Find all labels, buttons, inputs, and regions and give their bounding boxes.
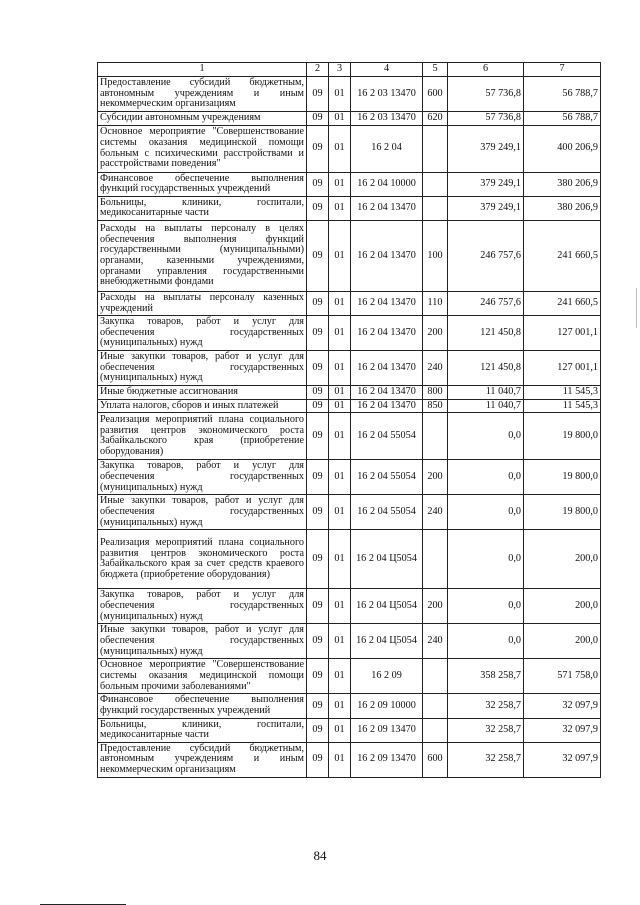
target-article-cell: 16 2 03 13470 xyxy=(351,77,423,112)
table-row xyxy=(98,413,601,460)
target-article-cell: 16 2 04 Ц5054 xyxy=(351,530,423,589)
amount-2020-cell: 19 800,0 xyxy=(524,495,601,530)
table-row xyxy=(98,530,601,589)
item-name-cell: Иные закупки товаров, работ и услуг для обеспечения государственных (муниципальных) нужд xyxy=(98,351,307,386)
expense-type-cell xyxy=(423,659,448,694)
expense-type-cell xyxy=(423,530,448,589)
target-article-cell: 16 2 04 13470 xyxy=(351,291,423,315)
section-code-cell: 01 xyxy=(329,172,351,196)
amount-2019-cell: 379 249,1 xyxy=(448,125,524,172)
expense-type-cell: 240 xyxy=(423,624,448,659)
expense-type-cell: 800 xyxy=(423,386,448,400)
table-row xyxy=(98,196,601,220)
ministry-code-cell: 09 xyxy=(307,125,329,172)
expense-type-cell: 110 xyxy=(423,291,448,315)
target-article-cell: 16 2 09 13470 xyxy=(351,742,423,777)
section-code-cell: 01 xyxy=(329,220,351,291)
table-row xyxy=(98,125,601,172)
item-name-cell: Иные бюджетные ассигнования xyxy=(98,386,307,400)
amount-2020-cell: 11 545,3 xyxy=(524,386,601,400)
expense-type-cell: 240 xyxy=(423,351,448,386)
target-article-cell: 16 2 09 10000 xyxy=(351,694,423,718)
item-name-cell: Основное мероприятие "Совершенствование системы оказания медицинской помощи больным прочими заболеваниями" xyxy=(98,659,307,694)
section-code-cell: 01 xyxy=(329,125,351,172)
target-article-cell: 16 2 04 55054 xyxy=(351,460,423,495)
ministry-code-cell: 09 xyxy=(307,316,329,351)
section-code-cell: 01 xyxy=(329,495,351,530)
expense-type-cell xyxy=(423,125,448,172)
table-row xyxy=(98,460,601,495)
ministry-code-cell: 09 xyxy=(307,351,329,386)
expense-type-cell: 620 xyxy=(423,112,448,126)
amount-2020-cell: 32 097,9 xyxy=(524,742,601,777)
item-name-cell: Финансовое обеспечение выполнения функций государственных учреждений xyxy=(98,694,307,718)
section-code-cell: 01 xyxy=(329,718,351,742)
amount-2019-cell: 0,0 xyxy=(448,460,524,495)
expense-type-cell xyxy=(423,718,448,742)
amount-2019-cell: 57 736,8 xyxy=(448,112,524,126)
amount-2020-cell: 19 800,0 xyxy=(524,460,601,495)
expense-type-cell: 600 xyxy=(423,77,448,112)
amount-2020-cell: 200,0 xyxy=(524,530,601,589)
amount-2020-cell: 19 800,0 xyxy=(524,413,601,460)
expense-type-cell: 200 xyxy=(423,460,448,495)
target-article-cell: 16 2 04 13470 xyxy=(351,351,423,386)
section-code-cell: 01 xyxy=(329,624,351,659)
expense-type-cell xyxy=(423,694,448,718)
item-name-cell: Закупка товаров, работ и услуг для обеспечения государственных (муниципальных) нужд xyxy=(98,316,307,351)
section-code-cell: 01 xyxy=(329,291,351,315)
scan-edge-mark xyxy=(636,288,637,328)
ministry-code-cell: 09 xyxy=(307,291,329,315)
amount-2019-cell: 246 757,6 xyxy=(448,220,524,291)
amount-2020-cell: 380 206,9 xyxy=(524,196,601,220)
ministry-code-cell: 09 xyxy=(307,530,329,589)
target-article-cell: 16 2 09 xyxy=(351,659,423,694)
table-row xyxy=(98,742,601,777)
ministry-code-cell: 09 xyxy=(307,399,329,413)
table-row xyxy=(98,694,601,718)
expense-type-cell: 600 xyxy=(423,742,448,777)
table-row xyxy=(98,399,601,413)
expense-type-cell: 240 xyxy=(423,495,448,530)
item-name-cell: Закупка товаров, работ и услуг для обеспечения государственных (муниципальных) нужд xyxy=(98,460,307,495)
amount-2019-cell: 246 757,6 xyxy=(448,291,524,315)
ministry-code-cell: 09 xyxy=(307,718,329,742)
amount-2019-cell: 0,0 xyxy=(448,624,524,659)
expense-type-cell: 100 xyxy=(423,220,448,291)
table-row xyxy=(98,316,601,351)
ministry-code-cell: 09 xyxy=(307,77,329,112)
header-cell: 5 xyxy=(423,63,448,77)
ministry-code-cell: 09 xyxy=(307,659,329,694)
amount-2020-cell: 400 206,9 xyxy=(524,125,601,172)
target-article-cell: 16 2 03 13470 xyxy=(351,112,423,126)
section-code-cell: 01 xyxy=(329,351,351,386)
table-row xyxy=(98,77,601,112)
section-code-cell: 01 xyxy=(329,77,351,112)
amount-2020-cell: 32 097,9 xyxy=(524,718,601,742)
amount-2019-cell: 379 249,1 xyxy=(448,196,524,220)
amount-2019-cell: 32 258,7 xyxy=(448,694,524,718)
amount-2019-cell: 121 450,8 xyxy=(448,316,524,351)
item-name-cell: Расходы на выплаты персоналу казенных учреждений xyxy=(98,291,307,315)
target-article-cell: 16 2 04 Ц5054 xyxy=(351,624,423,659)
ministry-code-cell: 09 xyxy=(307,742,329,777)
amount-2020-cell: 11 545,3 xyxy=(524,399,601,413)
expense-type-cell xyxy=(423,413,448,460)
expense-type-cell xyxy=(423,172,448,196)
expense-type-cell: 200 xyxy=(423,316,448,351)
item-name-cell: Больницы, клиники, госпитали, медикосанитарные части xyxy=(98,196,307,220)
target-article-cell: 16 2 04 xyxy=(351,125,423,172)
amount-2020-cell: 127 001,1 xyxy=(524,316,601,351)
item-name-cell: Уплата налогов, сборов и иных платежей xyxy=(98,399,307,413)
expense-type-cell xyxy=(423,196,448,220)
item-name-cell: Предоставление субсидий бюджетным, автономным учреждениям и иным некоммерческим организациям xyxy=(98,742,307,777)
ministry-code-cell: 09 xyxy=(307,413,329,460)
ministry-code-cell: 09 xyxy=(307,220,329,291)
section-code-cell: 01 xyxy=(329,530,351,589)
section-code-cell: 01 xyxy=(329,659,351,694)
ministry-code-cell: 09 xyxy=(307,386,329,400)
table-row xyxy=(98,624,601,659)
section-code-cell: 01 xyxy=(329,196,351,220)
header-cell: 4 xyxy=(351,63,423,77)
table-row xyxy=(98,386,601,400)
item-name-cell: Предоставление субсидий бюджетным, автономным учреждениям и иным некоммерческим организациям xyxy=(98,77,307,112)
section-code-cell: 01 xyxy=(329,413,351,460)
amount-2019-cell: 32 258,7 xyxy=(448,718,524,742)
ministry-code-cell: 09 xyxy=(307,112,329,126)
amount-2019-cell: 358 258,7 xyxy=(448,659,524,694)
amount-2020-cell: 241 660,5 xyxy=(524,220,601,291)
header-cell: 2 xyxy=(307,63,329,77)
table-row xyxy=(98,659,601,694)
expense-type-cell: 850 xyxy=(423,399,448,413)
table-header-row xyxy=(98,63,601,77)
target-article-cell: 16 2 04 13470 xyxy=(351,220,423,291)
ministry-code-cell: 09 xyxy=(307,589,329,624)
ministry-code-cell: 09 xyxy=(307,495,329,530)
target-article-cell: 16 2 04 Ц5054 xyxy=(351,589,423,624)
ministry-code-cell: 09 xyxy=(307,624,329,659)
table-row xyxy=(98,718,601,742)
section-code-cell: 01 xyxy=(329,112,351,126)
section-code-cell: 01 xyxy=(329,694,351,718)
target-article-cell: 16 2 04 10000 xyxy=(351,172,423,196)
amount-2019-cell: 121 450,8 xyxy=(448,351,524,386)
section-code-cell: 01 xyxy=(329,316,351,351)
item-name-cell: Реализация мероприятий плана социального развития центров экономического роста Забайкальского края (приобретение оборудования) xyxy=(98,413,307,460)
item-name-cell: Расходы на выплаты персоналу в целях обеспечения выполнения функций государственными (муниципальными) органами, казенными учреждениями, органами управления государственными внебюджетными фондами xyxy=(98,220,307,291)
budget-table xyxy=(97,62,601,778)
header-cell: 3 xyxy=(329,63,351,77)
amount-2019-cell: 11 040,7 xyxy=(448,386,524,400)
amount-2019-cell: 0,0 xyxy=(448,530,524,589)
item-name-cell: Реализация мероприятий плана социального развития центров экономического роста Забайкальского края за счет средств краевого бюджета (приобретение оборудования) xyxy=(98,530,307,589)
item-name-cell: Основное мероприятие "Совершенствование системы оказания медицинской помощи больным с психическими расстройствами и расстройствами поведения" xyxy=(98,125,307,172)
header-cell: 7 xyxy=(524,63,601,77)
amount-2020-cell: 200,0 xyxy=(524,624,601,659)
target-article-cell: 16 2 04 13470 xyxy=(351,316,423,351)
amount-2020-cell: 56 788,7 xyxy=(524,77,601,112)
amount-2019-cell: 32 258,7 xyxy=(448,742,524,777)
amount-2020-cell: 56 788,7 xyxy=(524,112,601,126)
item-name-cell: Иные закупки товаров, работ и услуг для обеспечения государственных (муниципальных) нужд xyxy=(98,495,307,530)
ministry-code-cell: 09 xyxy=(307,694,329,718)
table-body xyxy=(98,63,601,778)
ministry-code-cell: 09 xyxy=(307,172,329,196)
target-article-cell: 16 2 04 55054 xyxy=(351,413,423,460)
table-row xyxy=(98,495,601,530)
amount-2020-cell: 241 660,5 xyxy=(524,291,601,315)
amount-2019-cell: 11 040,7 xyxy=(448,399,524,413)
target-article-cell: 16 2 04 13470 xyxy=(351,386,423,400)
section-code-cell: 01 xyxy=(329,399,351,413)
header-cell: 6 xyxy=(448,63,524,77)
section-code-cell: 01 xyxy=(329,460,351,495)
table-row xyxy=(98,112,601,126)
item-name-cell: Финансовое обеспечение выполнения функций государственных учреждений xyxy=(98,172,307,196)
target-article-cell: 16 2 04 55054 xyxy=(351,495,423,530)
section-code-cell: 01 xyxy=(329,589,351,624)
item-name-cell: Иные закупки товаров, работ и услуг для обеспечения государственных (муниципальных) нужд xyxy=(98,624,307,659)
ministry-code-cell: 09 xyxy=(307,460,329,495)
page-number: 84 xyxy=(313,848,327,863)
amount-2019-cell: 379 249,1 xyxy=(448,172,524,196)
table-row xyxy=(98,351,601,386)
amount-2020-cell: 380 206,9 xyxy=(524,172,601,196)
target-article-cell: 16 2 09 13470 xyxy=(351,718,423,742)
amount-2019-cell: 0,0 xyxy=(448,413,524,460)
section-code-cell: 01 xyxy=(329,386,351,400)
item-name-cell: Закупка товаров, работ и услуг для обеспечения государственных (муниципальных) нужд xyxy=(98,589,307,624)
amount-2020-cell: 127 001,1 xyxy=(524,351,601,386)
table-row xyxy=(98,291,601,315)
table-row xyxy=(98,589,601,624)
target-article-cell: 16 2 04 13470 xyxy=(351,196,423,220)
amount-2019-cell: 0,0 xyxy=(448,495,524,530)
item-name-cell: Больницы, клиники, госпитали, медикосанитарные части xyxy=(98,718,307,742)
section-code-cell: 01 xyxy=(329,742,351,777)
table-row xyxy=(98,172,601,196)
amount-2019-cell: 57 736,8 xyxy=(448,77,524,112)
table-row xyxy=(98,220,601,291)
item-name-cell: Субсидии автономным учреждениям xyxy=(98,112,307,126)
amount-2020-cell: 32 097,9 xyxy=(524,694,601,718)
amount-2019-cell: 0,0 xyxy=(448,589,524,624)
amount-2020-cell: 571 758,0 xyxy=(524,659,601,694)
header-cell: 1 xyxy=(98,63,307,77)
ministry-code-cell: 09 xyxy=(307,196,329,220)
target-article-cell: 16 2 04 13470 xyxy=(351,399,423,413)
expense-type-cell: 200 xyxy=(423,589,448,624)
amount-2020-cell: 200,0 xyxy=(524,589,601,624)
